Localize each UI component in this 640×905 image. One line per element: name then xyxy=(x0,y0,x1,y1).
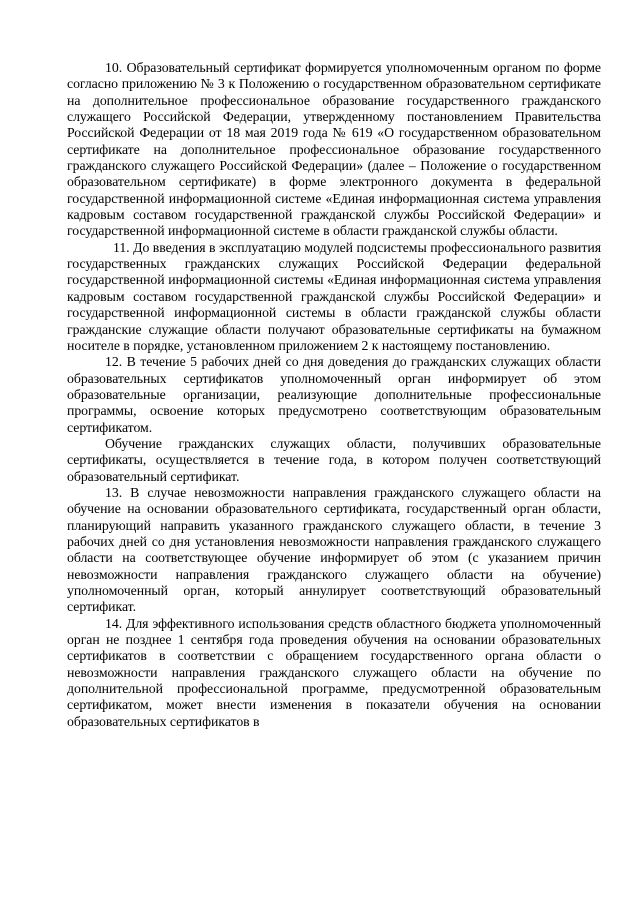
paragraph-12: 12. В течение 5 рабочих дней со дня доведения до гражданских служащих области образовательных сертификатов уполномоченный орган информирует об этом образовательные организации, реализующие дополнительные профессиональные программы, освоение которых предусмотрено соответствующим образовательным сертификатом. xyxy=(67,354,601,435)
document-page xyxy=(67,60,601,730)
paragraph-10: 10. Образовательный сертификат формируется уполномоченным органом по форме согласно приложению № 3 к Положению о государственном образовательном сертификате на дополнительное профессиональное образование государственного гражданского служащего Российской Федерации, утвержденному постановлением Правительства Российской Федерации от 18 мая 2019 года № 619 «О государственном образовательном сертификате на дополнительное профессиональное образование государственного гражданского служащего Российской Федерации» (далее – Положение о государственном образовательном сертификате) в форме электронного документа в федеральной государственной информационной системе «Единая информационная система управления кадровым составом государственной гражданской службы Российской Федерации» и государственной информационной системе в области гражданской службы области. xyxy=(67,60,601,239)
paragraph-11: 11. До введения в эксплуатацию модулей подсистемы профессионального развития государственных гражданских служащих Российской Федерации федеральной государственной информационной системы «Единая информационная система управления кадровым составом государственной гражданской службы Российской Федерации» и государственной информационной системы в области гражданской службы области гражданские служащие области получают образовательные сертификаты на бумажном носителе в порядке, установленном приложением 2 к настоящему постановлению. xyxy=(67,239,601,353)
paragraph-12-continuation: Обучение гражданских служащих области, получивших образовательные сертификаты, осуществляется в течение года, в котором получен соответствующий образовательный сертификат. xyxy=(67,435,601,484)
paragraph-13: 13. В случае невозможности направления гражданского служащего области на обучение на основании образовательного сертификата, государственный орган области, планирующий направить указанного гражданского служащего области, в течение 3 рабочих дней со дня установления невозможности направления гражданского служащего области на соответствующее обучение информирует об этом (с указанием причин невозможности направления гражданского служащего области на обучение) уполномоченный орган, который аннулирует соответствующий образовательный сертификат. xyxy=(67,484,601,615)
paragraph-14: 14. Для эффективного использования средств областного бюджета уполномоченный орган не позднее 1 сентября года проведения обучения на основании образовательных сертификатов в соответствии с обращением государственного органа области о невозможности направления гражданского служащего области на обучение по дополнительной профессиональной программе, предусмотренной образовательным сертификатом, может внести изменения в показатели обучения на основании образовательных сертификатов в xyxy=(67,615,601,729)
